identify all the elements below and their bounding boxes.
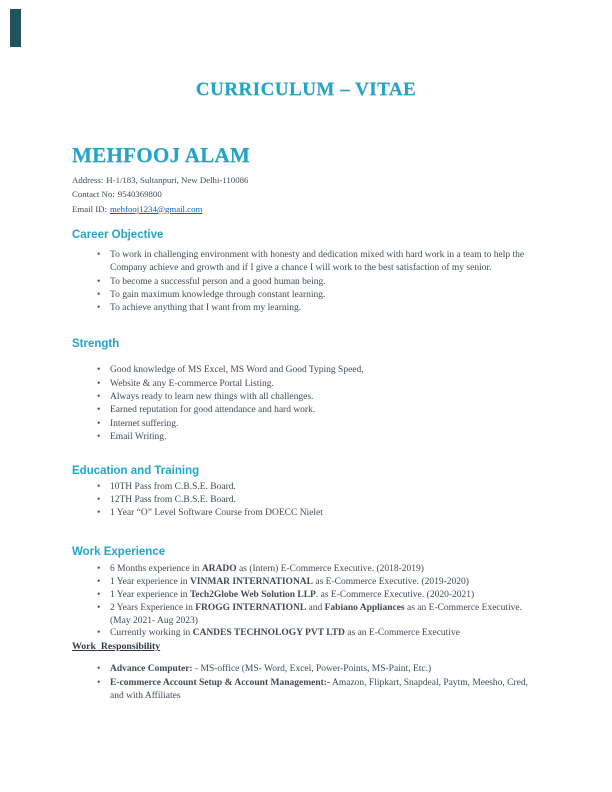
bullet-text: To work in challenging environment with honesty and dedication mixed with hard work in a team to help the Company achieve and growth and if I give a chance I will work to the best satisfaction of my senior. (110, 250, 525, 274)
contact-block (72, 173, 540, 216)
bullet-item (72, 494, 542, 507)
bullet-dot: • (97, 481, 101, 492)
bullet-item (72, 364, 542, 377)
section-work-experience (72, 546, 542, 640)
contact-phone-value: 9540369800 (117, 189, 162, 200)
contact-address-value: H-1/183, Sultanpuri, New Delhi-110086 (106, 175, 249, 185)
bullet-text: To gain maximum knowledge through constant learning. (110, 289, 326, 300)
bullet-dot: • (97, 365, 101, 376)
section-strength (72, 338, 542, 444)
section-heading-work-experience: Work Experience (72, 545, 166, 558)
bullet-text: 12TH Pass from C.B.S.E. Board. (110, 495, 236, 506)
bullet-dot: • (97, 664, 101, 675)
bullet-dot: • (97, 405, 101, 416)
bullet-item (72, 391, 542, 404)
bullet-item (72, 481, 542, 494)
bullet-dot: • (97, 628, 101, 639)
career-objective-list (72, 249, 542, 315)
bullet-dot: • (97, 432, 101, 443)
bullet-text: To become a successful person and a good human being. (110, 276, 326, 287)
bullet-text: Internet suffering. (110, 418, 179, 429)
bullet-item (72, 302, 542, 315)
work-responsibility-list (72, 663, 542, 704)
bullet-dot: • (97, 378, 101, 389)
bullet-dot: • (97, 508, 101, 519)
bullet-dot: • (97, 303, 101, 314)
bullet-dot: • (97, 677, 101, 688)
bullet-item (72, 249, 542, 275)
page-title: CURRICULUM – VITAE (195, 79, 417, 100)
bullet-text: 10TH Pass from C.B.S.E. Board. (110, 481, 236, 492)
bullet-text: Good knowledge of MS Excel, MS Word and Good Typing Speed, (110, 365, 364, 376)
bullet-dot: • (97, 289, 101, 300)
section-heading-work-responsibility: Work Responsibility (72, 641, 161, 653)
bullet-dot: • (97, 276, 101, 287)
bullet-text: Earned reputation for good attendance and hard work. (110, 405, 316, 416)
bullet-text: Website & any E-commerce Portal Listing. (110, 378, 274, 389)
bullet-text: 2 Years Experience in FROGG INTERNATIONL and Fabiano Appliances as an E-Commerce Executive. (May 2021- Aug 2023) (110, 602, 522, 626)
contact-email-label: Email ID: (72, 203, 107, 214)
bullet-item (72, 602, 542, 628)
bullet-item (72, 677, 542, 704)
bullet-dot: • (97, 576, 101, 587)
bullet-text: 1 Year experience in Tech2Globe Web Solution LLP. as E-Commerce Executive. (2020-2021) (110, 589, 475, 600)
bullet-item (72, 276, 542, 289)
bullet-dot: • (97, 589, 101, 600)
bullet-dot: • (97, 392, 101, 403)
bullet-item (72, 418, 542, 431)
bullet-dot: • (97, 495, 101, 506)
bullet-text: Always ready to learn new things with all challenges. (110, 392, 314, 403)
bullet-item (72, 576, 542, 589)
bullet-item (72, 627, 542, 640)
bullet-dot: • (97, 602, 101, 613)
bullet-text: 1 Year experience in VINMAR INTERNATIONAL as E-Commerce Executive. (2019-2020) (110, 576, 469, 587)
bullet-item (72, 589, 542, 602)
bullet-dot: • (97, 563, 101, 574)
section-work-responsibility (72, 640, 542, 704)
section-heading-education-and-training: Education and Training (72, 464, 200, 477)
bullet-item (72, 507, 542, 520)
work-experience-list (72, 563, 542, 640)
candidate-name: MEHFOOJ ALAM (72, 143, 251, 167)
section-heading-strength: Strength (72, 338, 120, 351)
bullet-item (72, 289, 542, 302)
bullet-text: Email Writing. (110, 432, 167, 443)
bullet-text: To achieve anything that I want from my learning. (110, 303, 302, 314)
contact-address-label: Address: (72, 175, 104, 185)
bullet-text: E-commerce Account Setup & Account Management:- Amazon, Flipkart, Snapdeal, Paytm, Meesho, Cred, and with Affiliates (110, 677, 529, 702)
bullet-dot: • (97, 250, 101, 261)
section-education-and-training (72, 465, 542, 521)
contact-email (72, 202, 540, 216)
bullet-text: Currently working in CANDES TECHNOLOGY PVT LTD as an E-Commerce Executive (110, 628, 460, 639)
bullet-item (72, 404, 542, 417)
bullet-item (72, 563, 542, 576)
strength-list (72, 364, 542, 444)
contact-address (72, 173, 540, 187)
contact-phone-label: Contact No: (72, 189, 115, 200)
bullet-item (72, 378, 542, 391)
bullet-text: 1 Year “O” Level Software Course from DOECC Nielet (110, 508, 323, 519)
bullet-text: Advance Computer: - MS-office (MS- Word, Excel, Power-Points, MS-Paint, Etc.) (110, 664, 432, 675)
bullet-dot: • (97, 418, 101, 429)
bullet-item (72, 663, 542, 677)
contact-phone (72, 187, 540, 201)
email-link[interactable]: mehfooj1234@gmail.com (109, 203, 203, 214)
sections (72, 229, 542, 704)
bullet-text: 6 Months experience in ARADO as (Intern) E-Commerce Executive. (2018-2019) (110, 563, 424, 574)
section-heading-career-objective: Career Objective (72, 229, 164, 242)
section-career-objective (72, 229, 542, 315)
bullet-item (72, 431, 542, 444)
corner-mark (10, 9, 21, 47)
education-and-training-list (72, 481, 542, 521)
